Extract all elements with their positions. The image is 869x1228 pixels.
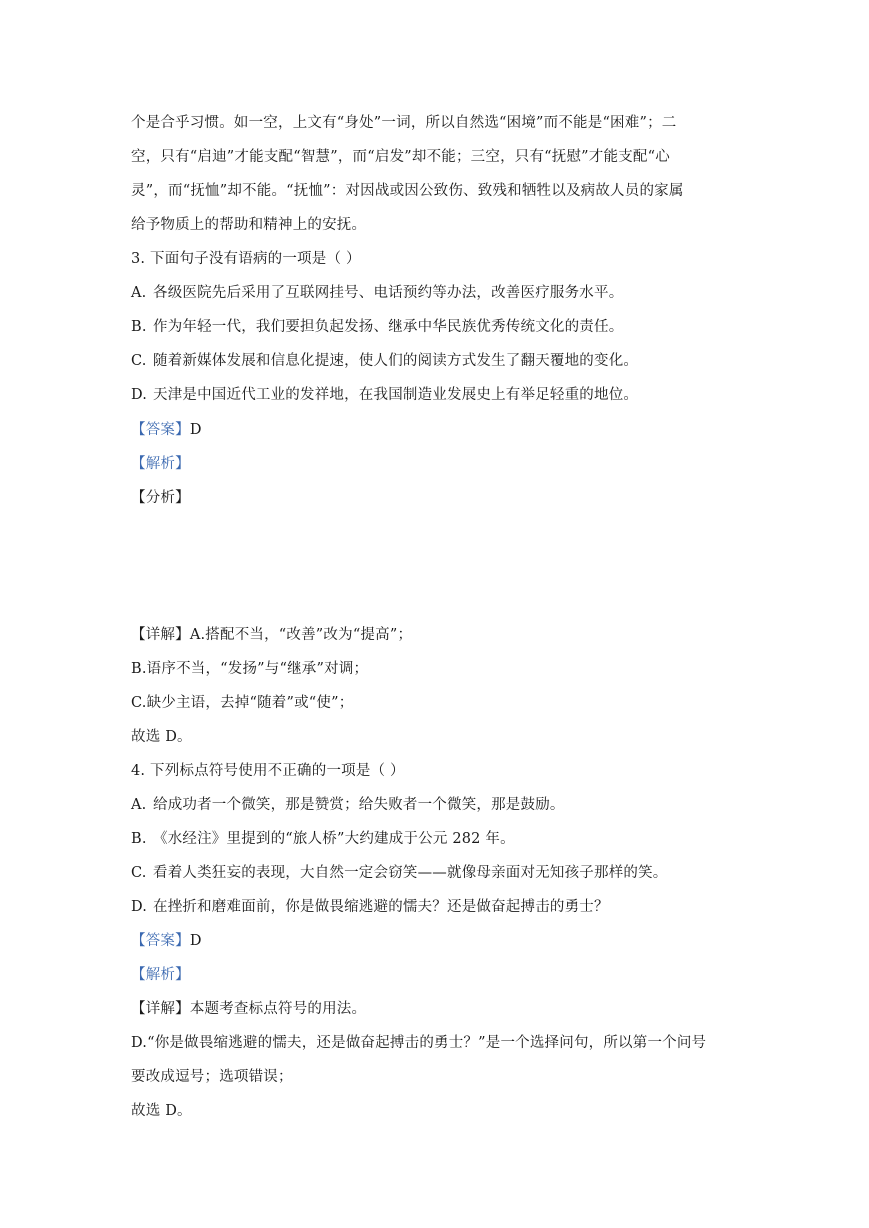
q4-question: 4. 下列标点符号使用不正确的一项是（ ） bbox=[131, 763, 405, 779]
intro-line-1: 个是合乎习惯。如一空，上文有“身处”一词，所以自然选“困境”而不能是“困难”；二 bbox=[131, 115, 677, 131]
q3-detail-2: B.语序不当，“发扬”与“继承”对调； bbox=[131, 661, 369, 677]
option-text: 在挫折和磨难面前，你是做畏缩逃避的懦夫？还是做奋起搏击的勇士？ bbox=[153, 899, 609, 915]
option-text: 作为年轻一代，我们要担负起发扬、继承中华民族优秀传统文化的责任。 bbox=[153, 319, 624, 335]
q4-answer bbox=[131, 931, 202, 951]
fenxi-tag: 【分析】 bbox=[131, 490, 190, 506]
option-label: B. bbox=[131, 319, 147, 335]
option-label: C. bbox=[131, 865, 147, 881]
answer-value: D bbox=[189, 933, 202, 949]
option-text: 给成功者一个微笑，那是赞赏；给失败者一个微笑，那是鼓励。 bbox=[153, 797, 565, 813]
q4-option-a bbox=[131, 795, 565, 815]
option-label: C. bbox=[131, 353, 147, 369]
answer-value: D bbox=[189, 422, 202, 438]
option-text: 随着新媒体发展和信息化提速，使人们的阅读方式发生了翻天覆地的变化。 bbox=[153, 353, 639, 369]
q3-question: 3. 下面句子没有语病的一项是（ ） bbox=[131, 251, 361, 267]
q4-detail-1 bbox=[131, 999, 366, 1019]
option-label: A. bbox=[131, 797, 147, 813]
option-text: 《水经注》里提到的“旅人桥”大约建成于公元 282 年。 bbox=[153, 831, 515, 847]
q3-detail-3: C.缺少主语，去掉“随着”或“使”； bbox=[131, 695, 354, 711]
option-text: 各级医院先后采用了互联网挂号、电话预约等办法，改善医疗服务水平。 bbox=[153, 285, 624, 301]
option-label: A. bbox=[131, 285, 147, 301]
detail-text: A.搭配不当，“改善”改为“提高”； bbox=[189, 627, 413, 643]
q4-detail-4: 故选 D。 bbox=[131, 1103, 192, 1119]
q4-option-b bbox=[131, 829, 515, 849]
option-text: 天津是中国近代工业的发祥地，在我国制造业发展史上有举足轻重的地位。 bbox=[153, 387, 639, 403]
intro-line-4: 给予物质上的帮助和精神上的安抚。 bbox=[131, 217, 367, 233]
option-label: B. bbox=[131, 831, 147, 847]
option-label: D. bbox=[131, 899, 148, 915]
q3-option-a bbox=[131, 283, 623, 303]
q4-option-d bbox=[131, 897, 609, 917]
q4-detail-2: D.“你是做畏缩逃避的懦夫，还是做奋起搏击的勇士？”是一个选择问句，所以第一个问号 bbox=[131, 1035, 707, 1051]
option-label: D. bbox=[131, 387, 148, 403]
q4-detail-3: 要改成逗号；选项错误； bbox=[131, 1069, 293, 1085]
q4-analysis-tag bbox=[131, 965, 190, 985]
detail-tag: 【详解】 bbox=[131, 627, 190, 643]
q3-detail-1 bbox=[131, 625, 412, 645]
answer-tag: 【答案】 bbox=[131, 933, 190, 949]
detail-tag: 【详解】 bbox=[131, 1001, 190, 1017]
answer-tag: 【答案】 bbox=[131, 422, 190, 438]
q3-option-c bbox=[131, 351, 638, 371]
detail-text: 本题考查标点符号的用法。 bbox=[189, 1001, 367, 1017]
q3-analysis-tag bbox=[131, 454, 190, 474]
intro-line-2: 空，只有“启迪”才能支配“智慧”，而“启发”却不能；三空，只有“抚慰”才能支配“心 bbox=[131, 149, 670, 165]
q3-answer bbox=[131, 420, 202, 440]
intro-line-3: 灵”，而“抚恤”却不能。“抚恤”：对因战或因公致伤、致残和牺牲以及病故人员的家属 bbox=[131, 183, 684, 199]
option-text: 看着人类狂妄的表现，大自然一定会窃笑——就像母亲面对无知孩子那样的笑。 bbox=[153, 865, 668, 881]
analysis-tag: 【解析】 bbox=[131, 456, 190, 472]
q3-option-d bbox=[131, 385, 638, 405]
q3-detail-4: 故选 D。 bbox=[131, 729, 192, 745]
analysis-tag: 【解析】 bbox=[131, 967, 190, 983]
q4-option-c bbox=[131, 863, 668, 883]
q3-fenxi-tag bbox=[131, 488, 190, 508]
q3-option-b bbox=[131, 317, 623, 337]
